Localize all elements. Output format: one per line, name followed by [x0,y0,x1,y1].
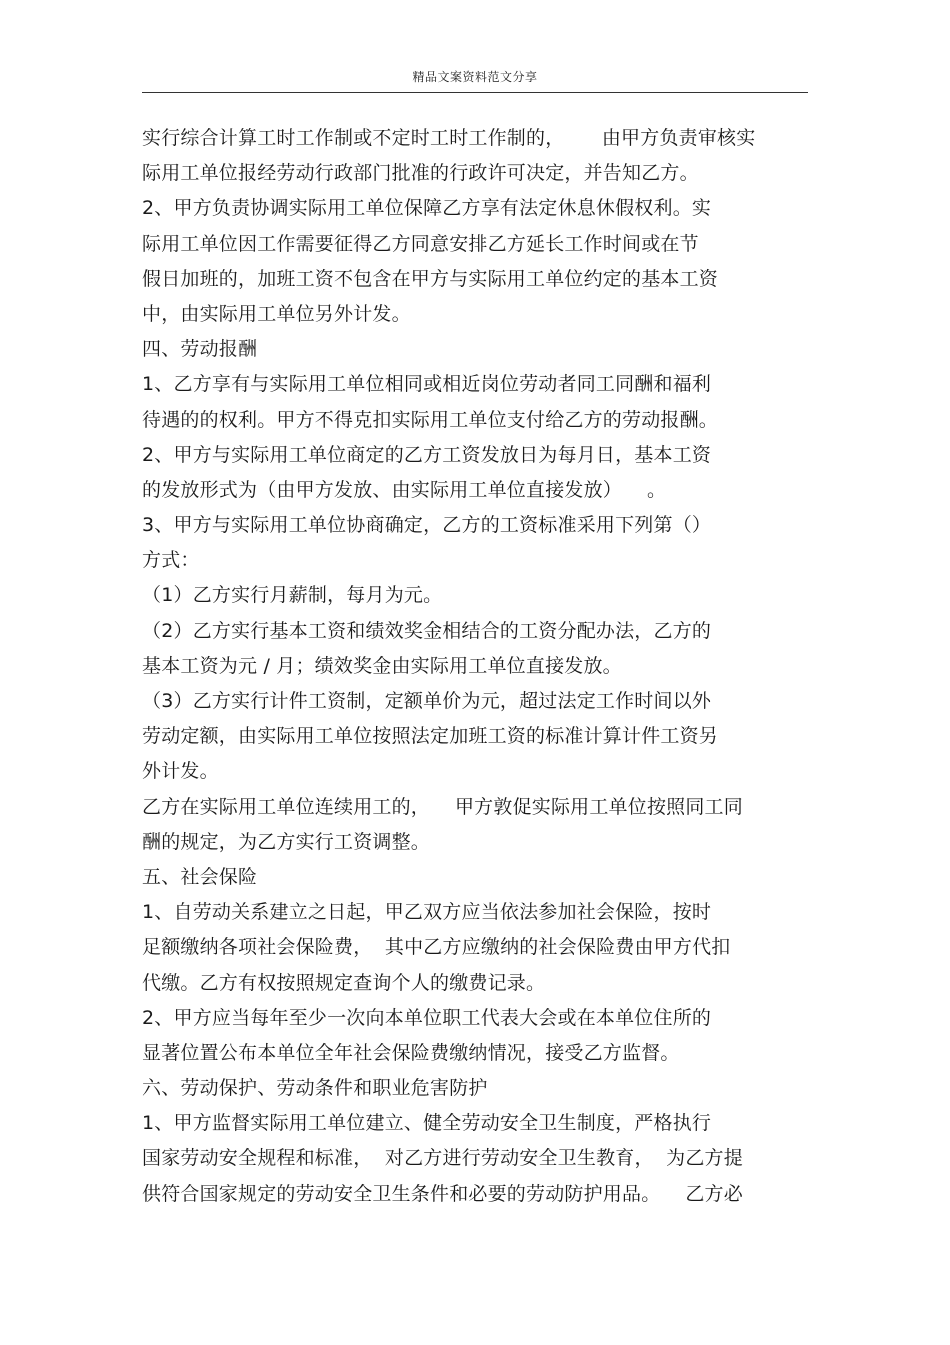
text-line: 2、甲方负责协调实际用工单位保障乙方享有法定休息休假权利。实 [142,197,712,220]
section-heading: 五、社会保险 [142,865,258,888]
text-line: 方式： [142,549,200,572]
text-line: 足额缴纳各项社会保险费， 其中乙方应缴纳的社会保险费由甲方代扣 [142,936,731,959]
text-line: 国家劳动安全规程和标准， 对乙方进行劳动安全卫生教育， 为乙方提 [142,1147,743,1170]
text-line: （2）乙方实行基本工资和绩效奖金相结合的工资分配办法，乙方的 [142,619,712,642]
text-line: 供符合国家规定的劳动安全卫生条件和必要的劳动防护用品。 乙方必 [142,1182,743,1205]
text-line: 2、甲方应当每年至少一次向本单位职工代表大会或在本单位住所的 [142,1006,712,1029]
text-line: 1、甲方监督实际用工单位建立、健全劳动安全卫生制度，严格执行 [142,1112,712,1135]
text-line: 2、甲方与实际用工单位商定的乙方工资发放日为每月日，基本工资 [142,443,712,466]
text-line: 乙方在实际用工单位连续用工的， 甲方敦促实际用工单位按照同工同 [142,795,743,818]
text-line: 中，由实际用工单位另外计发。 [142,302,411,325]
text-line: 基本工资为元 / 月；绩效奖金由实际用工单位直接发放。 [142,654,622,677]
page-header-title: 精品文案资料范文分享 [412,70,538,84]
text-line: 显著位置公布本单位全年社会保险费缴纳情况，接受乙方监督。 [142,1041,680,1064]
text-line: （1）乙方实行月薪制，每月为元。 [142,584,443,607]
text-line: 实行综合计算工时工作制或不定时工时工作制的， 由甲方负责审核实 [142,127,756,149]
text-line: 1、自劳动关系建立之日起，甲乙双方应当依法参加社会保险，按时 [142,901,712,924]
text-line: 外计发。 [142,760,219,783]
text-line: 的发放形式为（由甲方发放、由实际用工单位直接发放） 。 [142,478,667,501]
page-header [142,62,808,93]
text-line: 劳动定额，由实际用工单位按照法定加班工资的标准计算计件工资另 [142,725,719,748]
text-line: 1、乙方享有与实际用工单位相同或相近岗位劳动者同工同酬和福利 [142,373,712,396]
text-line: 待遇的的权利。甲方不得克扣实际用工单位支付给乙方的劳动报酬。 [142,408,719,431]
document-body [142,121,822,1212]
section-heading: 四、劳动报酬 [142,338,258,361]
text-line: 3、甲方与实际用工单位协商确定，乙方的工资标准采用下列第（） [142,514,712,537]
text-line: 际用工单位因工作需要征得乙方同意安排乙方延长工作时间或在节 [142,232,699,255]
text-line: 代缴。乙方有权按照规定查询个人的缴费记录。 [142,971,546,994]
text-line: 酬的规定，为乙方实行工资调整。 [142,830,431,853]
section-heading: 六、劳动保护、劳动条件和职业危害防护 [142,1077,488,1100]
text-line: （3）乙方实行计件工资制，定额单价为元，超过法定工作时间以外 [142,690,712,712]
text-line: 际用工单位报经劳动行政部门批准的行政许可决定，并告知乙方。 [142,162,699,185]
text-line: 假日加班的，加班工资不包含在甲方与实际用工单位约定的基本工资 [142,267,719,290]
